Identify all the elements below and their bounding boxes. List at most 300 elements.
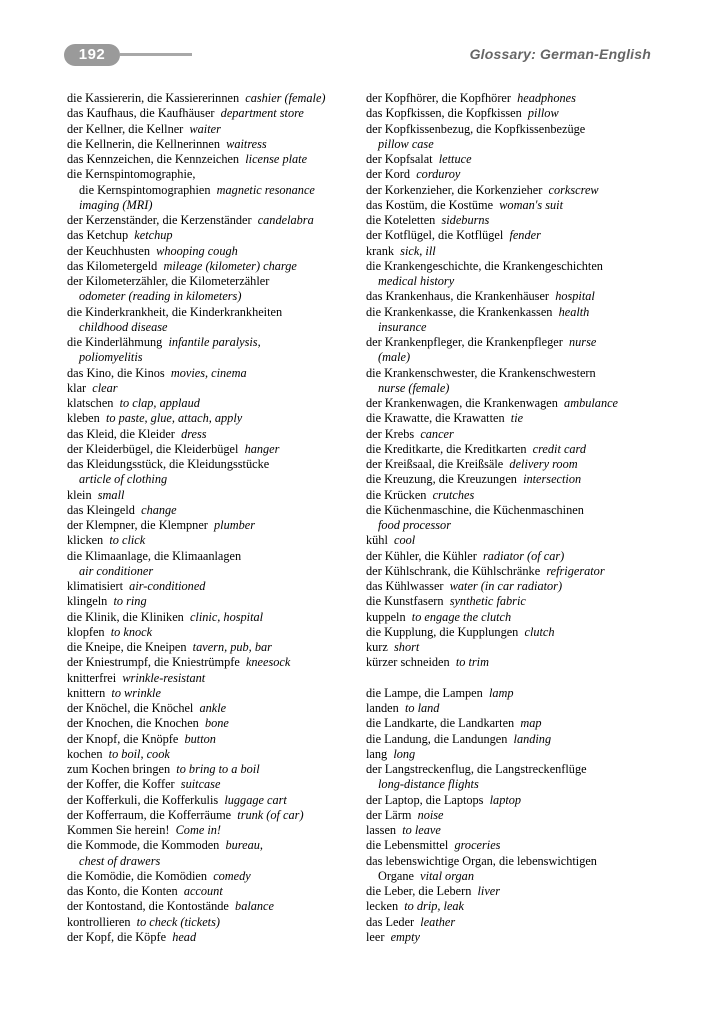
german-term: kochen [67, 746, 103, 761]
german-term: knitterfrei [67, 670, 117, 685]
english-translation: bone [204, 716, 229, 731]
glossary-entry [67, 884, 359, 899]
glossary-entry [366, 793, 666, 808]
english-translation: article of clothing [79, 472, 168, 487]
glossary-entry [67, 686, 359, 701]
english-translation: comedy [213, 868, 251, 883]
english-translation: empty [390, 929, 420, 944]
glossary-entry [67, 274, 359, 289]
english-translation: synthetic fabric [449, 594, 526, 609]
glossary-entry [67, 259, 359, 274]
glossary-entry [366, 732, 666, 747]
german-term: der Krankenpfleger, die Krankenpfleger [366, 335, 563, 349]
glossary-entry [366, 472, 666, 487]
glossary-entry [67, 381, 359, 396]
glossary-entry [366, 838, 666, 853]
glossary-entry [67, 488, 359, 503]
glossary-entry [366, 640, 666, 655]
english-translation: imaging (MRI) [79, 197, 153, 212]
english-translation: ambulance [564, 396, 619, 410]
german-term: kürzer schneiden [366, 655, 450, 670]
english-translation: to boil, cook [108, 746, 170, 761]
english-translation: luggage cart [224, 792, 287, 807]
german-term: das Kennzeichen, die Kennzeichen [67, 152, 240, 166]
glossary-entry [366, 503, 666, 518]
english-translation: clutch [524, 624, 555, 639]
running-head: Glossary: German-English [469, 46, 651, 62]
english-translation: short [394, 640, 420, 654]
german-term: der Kofferraum, die Kofferräume [67, 807, 232, 822]
glossary-entry [67, 671, 359, 686]
english-translation: laptop [489, 792, 522, 807]
german-term: Organe [378, 868, 414, 883]
glossary-entry [67, 899, 359, 914]
glossary-entry-continuation [67, 198, 359, 213]
english-translation: ketchup [134, 228, 173, 243]
glossary-entry [67, 747, 359, 762]
glossary-entry [366, 610, 666, 625]
english-translation: medical history [378, 274, 455, 288]
glossary-entry [67, 411, 359, 426]
english-translation: long-distance flights [378, 777, 479, 792]
german-term: kleben [67, 411, 100, 426]
german-term: die Krankenkasse, die Krankenkassen [366, 304, 553, 319]
english-translation: tie [510, 411, 524, 426]
german-term: der Kniestrumpf, die Kniestrümpfe [67, 655, 240, 670]
german-term: der Krankenwagen, die Krankenwagen [366, 396, 558, 410]
german-term: der Korkenzieher, die Korkenzieher [366, 182, 543, 197]
glossary-entry [67, 838, 359, 853]
glossary-entry [366, 899, 666, 914]
english-translation: magnetic resonance [216, 182, 315, 197]
german-term: klatschen [67, 396, 114, 410]
english-translation: refrigerator [546, 563, 605, 578]
english-translation: liver [477, 884, 501, 898]
glossary-entry [366, 488, 666, 503]
english-translation: (male) [378, 350, 411, 365]
glossary-entry [67, 869, 359, 884]
english-translation: water (in car radiator) [449, 579, 563, 593]
english-translation: head [172, 929, 197, 944]
glossary-entry [366, 655, 666, 670]
glossary-entry [366, 335, 666, 350]
german-term: der Kopfkissenbezug, die Kopfkissenbezüge [366, 121, 586, 136]
english-translation: plumber [214, 518, 256, 532]
english-translation: account [183, 884, 223, 898]
glossary-entry [67, 503, 359, 518]
english-translation: lettuce [438, 152, 472, 166]
english-translation: tavern, pub, bar [192, 640, 272, 654]
glossary-entry [366, 564, 666, 579]
german-term: der Kotflügel, die Kotflügel [366, 228, 504, 243]
glossary-entry [67, 594, 359, 609]
german-term: die Koteletten [366, 213, 436, 227]
glossary-entry [366, 289, 666, 304]
german-term: der Laptop, die Laptops [366, 792, 484, 807]
german-term: kuppeln [366, 609, 406, 624]
glossary-entry-continuation [67, 854, 359, 869]
german-term: das Leder [366, 914, 415, 929]
glossary-entry-continuation [366, 350, 666, 365]
german-term: die Kinderkrankheit, die Kinderkrankheiten [67, 304, 283, 319]
german-term: der Knöchel, die Knöchel [67, 701, 194, 715]
german-term: das Konto, die Konten [67, 884, 178, 898]
english-translation: to ring [113, 594, 147, 609]
english-translation: intersection [523, 472, 582, 487]
glossary-entry [67, 167, 359, 182]
german-term: die Lebensmittel [366, 838, 449, 853]
german-term: der Kontostand, die Kontostände [67, 899, 229, 914]
english-translation: odometer (reading in kilometers) [79, 289, 242, 304]
german-term: die Krücken [366, 487, 427, 502]
english-translation: bureau, [225, 838, 263, 853]
english-translation: to land [404, 701, 440, 715]
glossary-entry [366, 305, 666, 320]
german-term: das Kaufhaus, die Kaufhäuser [67, 106, 215, 121]
english-translation: delivery room [509, 457, 578, 471]
glossary-entry [366, 457, 666, 472]
glossary-entry-continuation [67, 564, 359, 579]
german-term: der Kopfsalat [366, 152, 433, 166]
german-term: der Kellner, die Kellner [67, 121, 184, 136]
glossary-entry [67, 244, 359, 259]
german-term: lang [366, 746, 388, 761]
english-translation: pillow case [378, 136, 434, 151]
glossary-entry-continuation [366, 869, 666, 884]
german-term: klar [67, 380, 87, 395]
german-term: zum Kochen bringen [67, 762, 171, 776]
english-translation: crutches [432, 487, 475, 502]
glossary-entry [67, 915, 359, 930]
glossary-entry-continuation [67, 472, 359, 487]
glossary-entry [366, 91, 666, 106]
english-translation: button [184, 731, 216, 746]
glossary-entry [67, 549, 359, 564]
glossary-entry [366, 701, 666, 716]
glossary-entry [366, 442, 666, 457]
english-translation: small [97, 487, 125, 502]
english-translation: pillow [527, 106, 559, 121]
glossary-entry [67, 91, 359, 106]
glossary-entry [366, 198, 666, 213]
glossary-entry [366, 396, 666, 411]
english-translation: long [393, 746, 416, 761]
letter-section-gap [366, 671, 666, 686]
glossary-entry [67, 625, 359, 640]
german-term: klein [67, 487, 92, 502]
english-translation: clinic, hospital [189, 609, 264, 624]
german-term: krank [366, 243, 394, 258]
german-term: der Lärm [366, 807, 412, 822]
german-term: die Leber, die Lebern [366, 884, 472, 898]
glossary-entry [67, 305, 359, 320]
english-translation: to paste, glue, attach, apply [105, 411, 243, 426]
glossary-entry [366, 884, 666, 899]
english-translation: insurance [378, 319, 427, 334]
glossary-entry [67, 213, 359, 228]
english-translation: waiter [189, 121, 221, 136]
english-translation: hospital [555, 289, 595, 304]
german-term: der Klempner, die Klempner [67, 518, 208, 532]
english-translation: leather [420, 914, 456, 929]
english-translation: movies, cinema [170, 365, 247, 380]
german-term: die Krankenschwester, die Krankenschwestern [366, 365, 596, 380]
german-term: der Koffer, die Koffer [67, 777, 175, 792]
english-translation: air-conditioned [129, 579, 206, 593]
glossary-entry [366, 152, 666, 167]
glossary-entry-continuation [366, 777, 666, 792]
german-term: die Kreditkarte, die Kreditkarten [366, 441, 527, 456]
german-term: die Lampe, die Lampen [366, 685, 483, 700]
glossary-entry-continuation [366, 381, 666, 396]
english-translation: corduroy [416, 167, 461, 182]
glossary-entry [67, 716, 359, 731]
english-translation: wrinkle-resistant [122, 670, 206, 685]
german-term: der Kopf, die Köpfe [67, 929, 167, 944]
glossary-entry [67, 228, 359, 243]
english-translation: noise [417, 807, 444, 822]
glossary-entry [366, 716, 666, 731]
glossary-entry [366, 686, 666, 701]
glossary-entry [67, 442, 359, 457]
english-translation: to clap, applaud [119, 396, 200, 410]
glossary-entry [366, 533, 666, 548]
german-term: die Landung, die Landungen [366, 731, 508, 746]
german-term: die Kommode, die Kommoden [67, 838, 220, 853]
german-term: die Kernspintomographie, [67, 167, 196, 182]
german-term: der Krebs [366, 426, 415, 441]
german-term: kühl [366, 533, 388, 548]
german-term: das Kopfkissen, die Kopfkissen [366, 106, 522, 121]
german-term: das Kilometergeld [67, 258, 158, 273]
german-term: das Kostüm, die Kostüme [366, 197, 494, 212]
glossary-entry-continuation [366, 137, 666, 152]
german-term: der Knopf, die Knöpfe [67, 731, 179, 746]
german-term: das Kleidungsstück, die Kleidungsstücke [67, 457, 270, 471]
english-translation: license plate [245, 152, 308, 166]
english-translation: air conditioner [79, 563, 154, 578]
german-term: der Kühler, die Kühler [366, 548, 477, 563]
english-translation: groceries [454, 838, 501, 853]
glossary-entry [67, 137, 359, 152]
glossary-entry [67, 152, 359, 167]
english-translation: balance [235, 899, 274, 914]
glossary-entry [67, 701, 359, 716]
german-term: klingeln [67, 594, 108, 609]
glossary-entry [67, 823, 359, 838]
glossary-entry [67, 655, 359, 670]
german-term: klopfen [67, 624, 105, 639]
german-term: landen [366, 701, 399, 715]
german-term: das Kleingeld [67, 502, 135, 517]
glossary-entry [67, 640, 359, 655]
german-term: das lebenswichtige Organ, die lebenswichtigen [366, 853, 597, 868]
german-term: die Kunstfasern [366, 594, 444, 609]
german-term: das Kleid, die Kleider [67, 426, 175, 441]
german-term: knittern [67, 685, 106, 700]
glossary-entry [67, 366, 359, 381]
english-translation: kneesock [245, 655, 291, 670]
english-translation: health [558, 304, 590, 319]
german-term: klicken [67, 533, 104, 548]
glossary-entry-continuation [67, 183, 359, 198]
glossary-entry [366, 823, 666, 838]
english-translation: mileage (kilometer) charge [163, 258, 297, 273]
glossary-entry [67, 518, 359, 533]
german-term: die Kinderlähmung [67, 335, 163, 349]
glossary-entry [366, 366, 666, 381]
glossary-entry-continuation [67, 289, 359, 304]
english-translation: lamp [488, 685, 514, 700]
glossary-entry [366, 106, 666, 121]
english-translation: chest of drawers [79, 853, 161, 868]
glossary-entry [366, 549, 666, 564]
glossary-entry [366, 747, 666, 762]
english-translation: food processor [378, 518, 451, 532]
glossary-entry-continuation [366, 518, 666, 533]
english-translation: woman's suit [499, 197, 564, 212]
german-term: der Kilometerzähler, die Kilometerzähler [67, 274, 270, 288]
glossary-entry-continuation [366, 274, 666, 289]
glossary-entry [67, 122, 359, 137]
glossary-entry [67, 762, 359, 777]
glossary-entry [366, 228, 666, 243]
glossary-entry [67, 579, 359, 594]
english-translation: to leave [402, 823, 441, 837]
english-translation: clear [92, 380, 118, 395]
english-translation: hanger [244, 441, 280, 456]
english-translation: nurse [569, 335, 597, 349]
german-term: der Kord [366, 167, 411, 182]
glossary-entry [366, 579, 666, 594]
english-translation: fender [509, 228, 541, 243]
glossary-entry [366, 183, 666, 198]
english-translation: to wrinkle [111, 685, 161, 700]
german-term: die Krawatte, die Krawatten [366, 411, 505, 426]
german-term: die Klinik, die Kliniken [67, 609, 184, 624]
german-term: das Krankenhaus, die Krankenhäuser [366, 289, 550, 304]
glossary-entry [67, 808, 359, 823]
english-translation: trunk (of car) [237, 807, 304, 822]
english-translation: to check (tickets) [136, 914, 220, 929]
german-term: der Langstreckenflug, die Langstreckenflüge [366, 762, 587, 776]
english-translation: cancer [420, 426, 454, 441]
german-term: lecken [366, 899, 399, 914]
glossary-entry [366, 808, 666, 823]
german-term: das Ketchup [67, 228, 129, 243]
header-rule [120, 53, 192, 56]
glossary-column-left [67, 91, 359, 945]
glossary-entry [366, 762, 666, 777]
glossary-entry [366, 427, 666, 442]
english-translation: poliomyelitis [79, 350, 143, 365]
glossary-entry [67, 396, 359, 411]
english-translation: corkscrew [548, 182, 599, 197]
page-header [0, 40, 717, 70]
german-term: der Kreißsaal, die Kreißsäle [366, 457, 504, 471]
english-translation: credit card [532, 441, 587, 456]
glossary-entry-continuation [67, 350, 359, 365]
english-translation: candelabra [257, 213, 314, 227]
english-translation: cool [394, 533, 416, 548]
german-term: der Keuchhusten [67, 243, 150, 258]
english-translation: headphones [517, 91, 576, 105]
english-translation: dress [181, 426, 207, 441]
english-translation: Come in! [175, 823, 222, 837]
english-translation: map [520, 716, 542, 731]
english-translation: landing [513, 731, 552, 746]
glossary-entry [67, 777, 359, 792]
glossary-entry [366, 854, 666, 869]
glossary-entry [67, 793, 359, 808]
english-translation: nurse (female) [378, 380, 450, 395]
german-term: der Kühlschrank, die Kühlschränke [366, 563, 541, 578]
english-translation: change [141, 502, 177, 517]
german-term: die Landkarte, die Landkarten [366, 716, 515, 731]
english-translation: department store [220, 106, 304, 121]
german-term: die Kassiererin, die Kassiererinnen [67, 91, 240, 105]
glossary-entry [67, 427, 359, 442]
english-translation: radiator (of car) [482, 548, 565, 563]
german-term: die Kernspintomographien [79, 182, 211, 197]
german-term: der Kleiderbügel, die Kleiderbügel [67, 441, 239, 456]
german-term: die Kreuzung, die Kreuzungen [366, 472, 517, 487]
english-translation: sick, ill [400, 243, 436, 258]
english-translation: to bring to a boil [176, 762, 260, 776]
german-term: lassen [366, 823, 397, 837]
glossary-entry [366, 167, 666, 182]
german-term: kontrollieren [67, 914, 131, 929]
glossary-entry [366, 411, 666, 426]
glossary-entry-continuation [366, 320, 666, 335]
german-term: die Krankengeschichte, die Krankengeschichten [366, 258, 603, 273]
german-term: kurz [366, 640, 388, 654]
glossary-entry [67, 106, 359, 121]
glossary-entry [366, 625, 666, 640]
german-term: die Kellnerin, die Kellnerinnen [67, 136, 220, 151]
english-translation: to click [109, 533, 146, 548]
glossary-entry [67, 930, 359, 945]
glossary-entry [67, 732, 359, 747]
glossary-entry [366, 244, 666, 259]
glossary-entry [366, 213, 666, 228]
english-translation: to trim [455, 655, 489, 670]
german-term: der Knochen, die Knochen [67, 716, 199, 731]
english-translation: to drip, leak [404, 899, 465, 914]
glossary-entry [67, 533, 359, 548]
glossary-column-right [366, 91, 666, 945]
english-translation: to knock [110, 624, 153, 639]
german-term: klimatisiert [67, 579, 124, 593]
english-translation: sideburns [441, 213, 490, 227]
english-translation: whooping cough [156, 243, 238, 258]
german-term: die Klimaanlage, die Klimaanlagen [67, 548, 242, 563]
glossary-entry [366, 259, 666, 274]
german-term: die Kneipe, die Kneipen [67, 640, 187, 654]
glossary-entry [67, 335, 359, 350]
glossary-entry-continuation [67, 320, 359, 335]
glossary-entry [366, 915, 666, 930]
glossary-entry [366, 122, 666, 137]
german-term: die Kupplung, die Kupplungen [366, 624, 519, 639]
german-term: die Küchenmaschine, die Küchenmaschinen [366, 502, 584, 517]
english-translation: suitcase [180, 777, 221, 792]
glossary-entry [67, 457, 359, 472]
german-term: der Kofferkuli, die Kofferkulis [67, 792, 219, 807]
german-term: der Kerzenständer, die Kerzenständer [67, 213, 252, 227]
english-translation: ankle [199, 701, 227, 715]
page-number: 192 [64, 44, 120, 66]
